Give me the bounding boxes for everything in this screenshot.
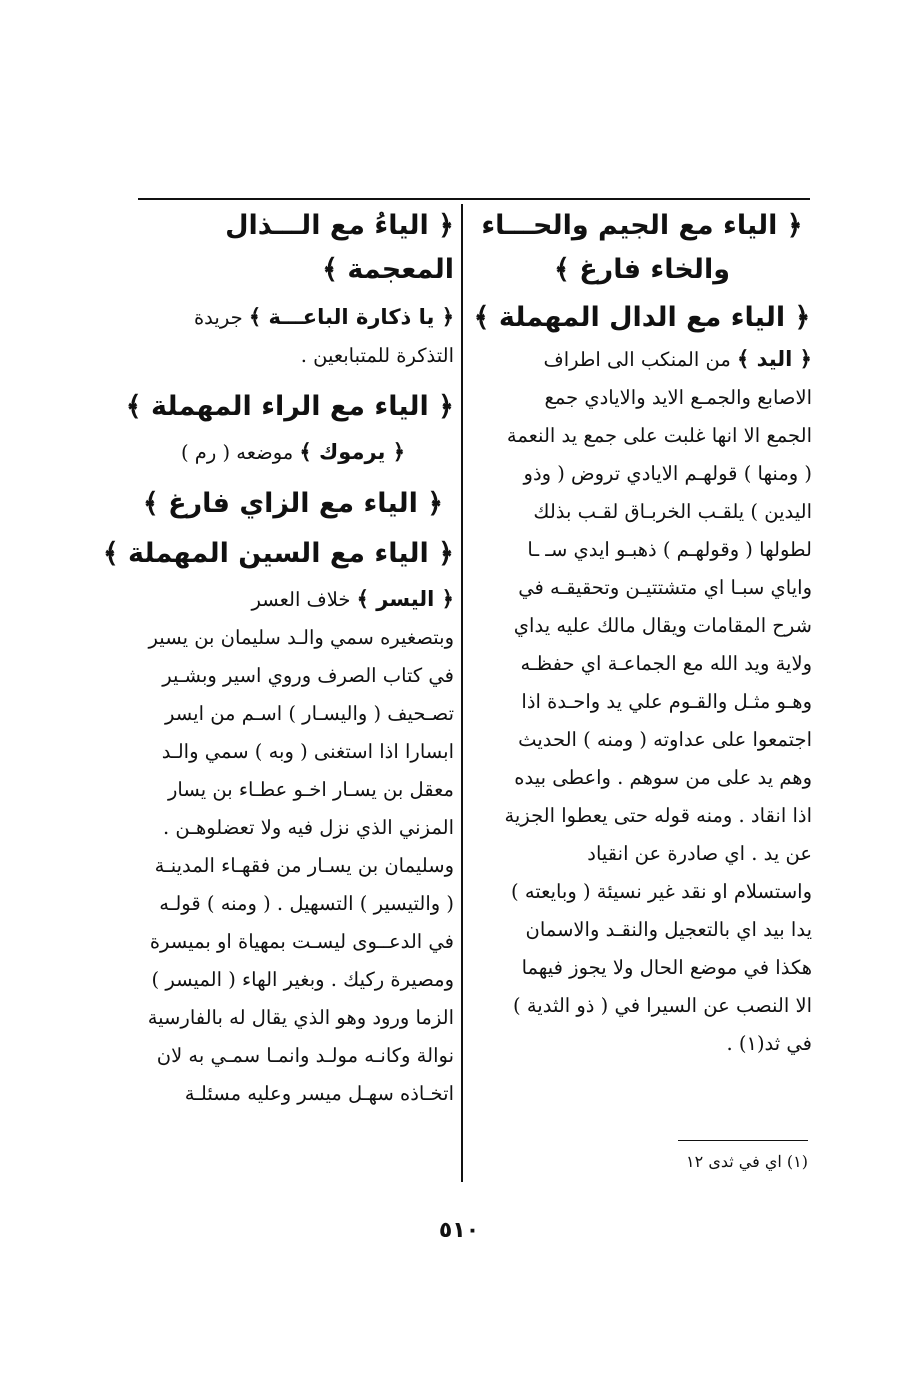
section-heading-jim-ha-kha <box>472 204 812 292</box>
entry-term: ﴿ اليد ﴾ <box>736 347 812 371</box>
entry-line: وهـو مثـل والقـوم علي يد واحـدة اذا <box>521 690 812 713</box>
entry-line: معقل بن يسـار اخـو عطـاء بن يسار <box>167 778 454 801</box>
footnote: (١) اي في ثدى ١٢ <box>686 1152 808 1171</box>
entry-line: هكذا في موضع الحال ولا يجوز فيهما <box>521 956 812 979</box>
entry-line: شرح المقامات ويقال مالك عليه يداي <box>513 614 812 637</box>
heading-line: ﴿ الياءُ مع الـــذال <box>225 210 454 241</box>
section-heading-sin: ﴿ الياء مع السين المهملة ﴾ <box>102 538 454 569</box>
entry-line: ﴿ اليد ﴾ من المنكب الى اطراف <box>543 347 812 371</box>
left-column <box>102 204 454 1113</box>
section-heading-zay: ﴿ الياء مع الزاي فارغ ﴾ <box>142 488 444 519</box>
entry-line: واستسلام او نقد غير نسيئة ( وبايعته ) <box>511 880 812 903</box>
entry-ya-zakara <box>132 298 454 375</box>
entry-line: الزما ورود وهو الذي يقال له بالفارسية <box>147 1006 454 1029</box>
column-divider <box>461 204 463 1182</box>
entry-term: ﴿ يا ذكارة الباعـــة ﴾ <box>248 305 454 329</box>
entry-line: اتخـاذه سهـل ميسر وعليه مسئلـة <box>184 1082 454 1105</box>
entry-line: وسليمان بن يسـار من فقهـاء المدينـة <box>154 854 454 877</box>
entry-line: الجمع الا انها غلبت على جمع يد النعمة <box>506 424 812 447</box>
entry-line: ومصيرة ركيك . وبغير الهاء ( الميسر ) <box>151 968 454 991</box>
entry-line: يدا بيد اي بالتعجيل والنقـد والاسمان <box>525 918 812 941</box>
entry-line: التذكرة للمتبابعين . <box>300 344 454 367</box>
entry-line: ﴿ يرموك ﴾ موضعه ( رم ) <box>180 440 406 464</box>
entry-line: لطولها ( وقولهـم ) ذهبـو ايدي سـ ـا <box>527 538 812 561</box>
entry-line: واياي سبـا اي متشتتيـن وتحقيقـه في <box>518 576 812 599</box>
entry-line: ﴿ اليسر ﴾ خلاف العسر <box>251 587 454 611</box>
entry-line: تصـحيف ( واليسـار ) اسـم من ايسر <box>165 702 454 725</box>
entry-line: الا النصب عن السيرا في ( ذو الثدية ) <box>513 994 812 1017</box>
right-column <box>472 204 812 1063</box>
footnote-rule <box>678 1140 808 1141</box>
entry-line: وبتصغيره سمي والـد سليمان بن يسير <box>148 626 454 649</box>
entry-yad <box>472 340 812 1063</box>
entry-line: وهم يد على من سوهم . واعطى بيده <box>514 766 812 789</box>
entry-line: في كتاب الصرف وروي اسير وبشـير <box>162 664 454 687</box>
entry-yusr <box>132 580 454 1113</box>
entry-line: ابسارا اذا استغنى ( وبه ) سمي والـد <box>161 740 454 763</box>
entry-term: ﴿ اليسر ﴾ <box>356 587 454 611</box>
entry-line: اجتمعوا على عداوته ( ومنه ) الحديث <box>518 728 812 751</box>
heading-line: المعجمة ﴾ <box>322 254 454 285</box>
entry-line: ( والتيسير ) التسهيل . ( ومنه ) قولـه <box>159 892 454 915</box>
entry-line: اذا انقاد . ومنه قوله حتى يعطوا الجزية <box>504 804 812 827</box>
entry-line: نوالة وكانـه مولـد وانمـا سمـي به لان <box>156 1044 454 1067</box>
entry-line: في الدعــوى ليسـت بمهياة او بميسرة <box>149 930 454 953</box>
section-heading-dhal <box>132 204 454 292</box>
entry-line: الاصابع والجمـع الايد والايادي جمع <box>544 386 812 409</box>
entry-line: في ثد(١) . <box>726 1032 812 1055</box>
top-rule <box>138 198 810 200</box>
section-heading-ra: ﴿ الياء مع الراء المهملة ﴾ <box>125 391 454 422</box>
heading-line: والخاء فارغ ﴾ <box>553 254 730 285</box>
entry-term: ﴿ يرموك ﴾ <box>299 440 406 464</box>
section-heading-dal: ﴿ الياء مع الدال المهملة ﴾ <box>473 302 811 333</box>
entry-line: ( ومنها ) قولهـم الايادي تروض ( وذو <box>523 462 812 485</box>
entry-line: ولاية ويد الله مع الجماعـة اي حفظـه <box>520 652 812 675</box>
entry-line: عن يد . اي صادرة عن انقياد <box>587 842 812 865</box>
entry-yarmuk <box>132 433 454 472</box>
page-number: ٥١٠ <box>438 1218 480 1243</box>
entry-line: المزني الذي نزل فيه ولا تعضلوهـن . <box>163 816 454 839</box>
entry-line: اليدين ) يلقـب الخربـاق لقـب بذلك <box>533 500 812 523</box>
entry-line: ﴿ يا ذكارة الباعـــة ﴾ جريدة <box>193 305 454 329</box>
heading-line: ﴿ الياء مع الجيم والحـــاء <box>481 210 803 241</box>
